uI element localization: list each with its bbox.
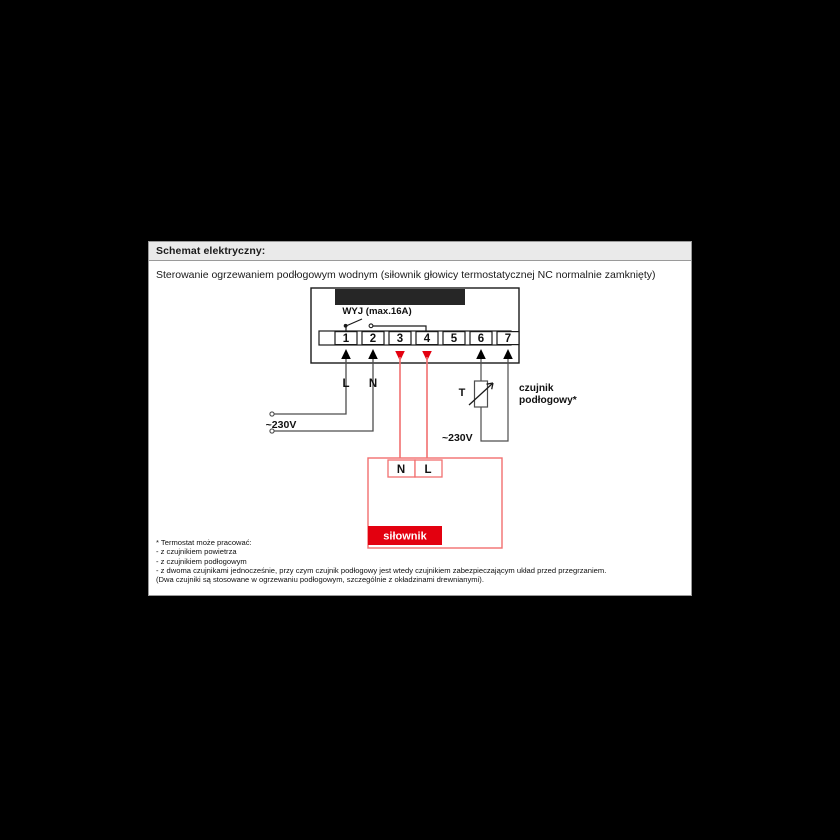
actuator-terminal-label-L: L (424, 464, 432, 476)
terminal-label-3: 3 (396, 333, 404, 346)
sensor-name-line-2: podłogowy* (519, 395, 577, 406)
panel-header (149, 242, 691, 261)
footnote-line-1: * Termostat może pracować: (156, 538, 252, 547)
actuator-supply-wires (400, 357, 427, 458)
terminal-label-2: 2 (369, 333, 377, 346)
actuator-box (368, 458, 502, 548)
terminal-label-1: 1 (342, 333, 350, 346)
panel-title: Schemat elektryczny: (156, 245, 266, 257)
label-actuator-supply: ~230V (442, 432, 473, 444)
actuator-name-label: siłownik (383, 530, 427, 543)
terminal-label-5: 5 (450, 333, 458, 346)
wiring-diagram-panel (148, 241, 692, 596)
mains-terminal-L (270, 412, 274, 416)
footnote-line-2: - z czujnikiem powietrza (156, 547, 237, 557)
output-rating-label: WYJ (max.16A) (342, 306, 412, 317)
label-N: N (368, 378, 378, 390)
footnotes-block (156, 538, 684, 584)
terminal-strip (319, 331, 519, 345)
device-display-bar (335, 289, 465, 305)
terminal-label-4: 4 (423, 333, 431, 346)
terminal-label-6: 6 (477, 333, 485, 346)
label-L: L (342, 378, 350, 390)
footnote-line-5: (Dwa czujniki są stosowane w ogrzewaniu podłogowym, szczególnie z okładzinami drewnianymi). (156, 575, 484, 585)
schematic-drawing (149, 283, 691, 553)
relay-pivot-contact (344, 324, 348, 328)
actuator-terminal-label-N: N (396, 464, 406, 476)
footnote-line-4: - z dwoma czujnikami jednocześnie, przy czym czujnik podłogowy jest wtedy czujnikiem zabezpieczającym układ przed przegrzaniem. (156, 565, 607, 575)
label-mains-supply: ~230V (265, 419, 297, 431)
terminal-label-7: 7 (504, 333, 512, 346)
sensor-symbol-label: T (458, 387, 466, 399)
relay-fixed-contact (369, 324, 373, 328)
panel-subtitle: Sterowanie ogrzewaniem podłogowym wodnym (siłownik głowicy termostatycznej NC normalnie zamknięty) (156, 269, 656, 281)
sensor-name-line-1: czujnik (519, 383, 554, 394)
wire-line-L (273, 359, 346, 414)
footnote-line-3: - z czujnikiem podłogowym (156, 556, 247, 566)
